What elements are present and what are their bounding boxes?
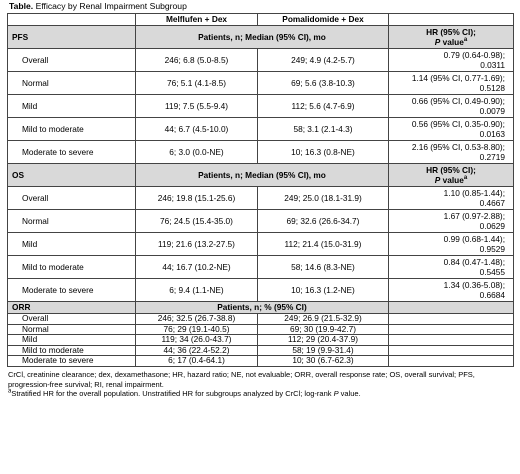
os-hr-cell xyxy=(389,187,514,210)
os-p-value: 0.0629 xyxy=(479,221,505,231)
os-hr-cell xyxy=(389,279,514,302)
orr-row-label: Mild to moderate xyxy=(8,345,136,356)
os-hr-cell xyxy=(389,210,514,233)
os-hr-estimate: 1.10 (0.85-1.44); xyxy=(443,188,505,198)
orr-melflufen-cell: 76; 29 (19.1-40.5) xyxy=(136,324,258,335)
os-pomalidomide-cell: 112; 21.4 (15.0-31.9) xyxy=(258,233,389,256)
footnote-a-p: P xyxy=(333,389,339,399)
os-p-value: 0.5455 xyxy=(479,267,505,277)
os-row xyxy=(8,279,514,302)
pfs-hr-p: P xyxy=(434,37,441,47)
pfs-row xyxy=(8,118,514,141)
os-subheader: Patients, n; Median (95% CI), mo xyxy=(136,164,389,187)
footnote-a-text: Stratified HR for the overall population. Unstratified HR for subgroups analyzed by CrCl; log-rank xyxy=(11,389,334,399)
orr-melflufen-cell: 119; 34 (26.0-43.7) xyxy=(136,335,258,346)
footnote-a xyxy=(8,389,513,399)
pfs-pomalidomide-cell: 112; 5.6 (4.7-6.9) xyxy=(258,95,389,118)
pfs-row-label: Moderate to severe xyxy=(8,141,136,164)
os-melflufen-cell: 246; 19.8 (15.1-25.6) xyxy=(136,187,258,210)
pfs-melflufen-cell: 6; 3.0 (0.0-NE) xyxy=(136,141,258,164)
os-row xyxy=(8,256,514,279)
os-hr-sup: a xyxy=(463,175,468,182)
orr-row xyxy=(8,356,514,367)
pfs-hr-header xyxy=(389,26,514,49)
orr-hr-cell xyxy=(389,324,514,335)
pfs-melflufen-cell: 44; 6.7 (4.5-10.0) xyxy=(136,118,258,141)
orr-hr-cell xyxy=(389,356,514,367)
orr-label: ORR xyxy=(8,302,136,314)
pfs-hr-estimate: 2.16 (95% CI, 0.53-8.80); xyxy=(411,142,505,152)
orr-melflufen-cell: 44; 36 (22.4-52.2) xyxy=(136,345,258,356)
pfs-hr-estimate: 0.56 (95% CI, 0.35-0.90); xyxy=(411,119,505,129)
orr-row xyxy=(8,314,514,325)
os-hr-estimate: 1.67 (0.97-2.88); xyxy=(443,211,505,221)
pfs-p-value: 0.0311 xyxy=(480,60,505,70)
pfs-row-label: Mild xyxy=(8,95,136,118)
pfs-hr-cell xyxy=(389,49,514,72)
pfs-pomalidomide-cell: 10; 16.3 (0.8-NE) xyxy=(258,141,389,164)
pfs-melflufen-cell: 246; 6.8 (5.0-8.5) xyxy=(136,49,258,72)
orr-row-label: Moderate to severe xyxy=(8,356,136,367)
pfs-row-label: Mild to moderate xyxy=(8,118,136,141)
caption-text: Efficacy by Renal Impairment Subgroup xyxy=(33,1,187,11)
pfs-hr-cell xyxy=(389,95,514,118)
pfs-row-label: Overall xyxy=(8,49,136,72)
footnotes xyxy=(7,370,513,399)
os-section-header xyxy=(8,164,514,187)
orr-melflufen-cell: 246; 32.5 (26.7-38.8) xyxy=(136,314,258,325)
column-header-blank xyxy=(8,14,136,26)
pfs-hr-cell xyxy=(389,141,514,164)
os-melflufen-cell: 119; 21.6 (13.2-27.5) xyxy=(136,233,258,256)
orr-subheader: Patients, n; % (95% CI) xyxy=(136,302,389,314)
orr-pomalidomide-cell: 69; 30 (19.9-42.7) xyxy=(258,324,389,335)
orr-melflufen-cell: 6; 17 (0.4-64.1) xyxy=(136,356,258,367)
column-header-row xyxy=(8,14,514,26)
os-p-value: 0.4667 xyxy=(479,198,505,208)
orr-hr-cell xyxy=(389,335,514,346)
os-hr-value: value xyxy=(440,175,464,185)
os-hr-estimate: 0.84 (0.47-1.48); xyxy=(443,257,505,267)
pfs-hr-estimate: 1.14 (95% CI, 0.77-1.69); xyxy=(411,73,505,83)
orr-row xyxy=(8,335,514,346)
os-pomalidomide-cell: 58; 14.6 (8.3-NE) xyxy=(258,256,389,279)
os-pomalidomide-cell: 249; 25.0 (18.1-31.9) xyxy=(258,187,389,210)
orr-row xyxy=(8,345,514,356)
footnote-a-end: value. xyxy=(338,389,361,399)
os-hr-header xyxy=(389,164,514,187)
os-hr-title: HR (95% CI); xyxy=(426,165,476,175)
pfs-pomalidomide-cell: 58; 3.1 (2.1-4.3) xyxy=(258,118,389,141)
pfs-subheader: Patients, n; Median (95% CI), mo xyxy=(136,26,389,49)
pfs-pomalidomide-cell: 69; 5.6 (3.8-10.3) xyxy=(258,72,389,95)
os-row-label: Moderate to severe xyxy=(8,279,136,302)
pfs-melflufen-cell: 119; 7.5 (5.5-9.4) xyxy=(136,95,258,118)
os-hr-estimate: 0.99 (0.68-1.44); xyxy=(443,234,505,244)
os-hr-p: P xyxy=(434,175,441,185)
os-hr-cell xyxy=(389,256,514,279)
pfs-p-value: 0.2719 xyxy=(479,152,505,162)
pfs-label: PFS xyxy=(8,26,136,49)
os-row xyxy=(8,187,514,210)
orr-pomalidomide-cell: 58; 19 (9.9-31.4) xyxy=(258,345,389,356)
os-p-value: 0.6684 xyxy=(479,290,505,300)
orr-row-label: Overall xyxy=(8,314,136,325)
os-hr-estimate: 1.34 (0.36-5.08); xyxy=(443,280,505,290)
column-header-hr xyxy=(389,14,514,26)
pfs-hr-estimate: 0.79 (0.64-0.98); xyxy=(443,50,505,60)
caption-label: Table. xyxy=(9,1,34,11)
os-row-label: Overall xyxy=(8,187,136,210)
pfs-section-header xyxy=(8,26,514,49)
orr-pomalidomide-cell: 249; 26.9 (21.5-32.9) xyxy=(258,314,389,325)
pfs-p-value: 0.0163 xyxy=(479,129,505,139)
pfs-hr-estimate: 0.66 (95% CI, 0.49-0.90); xyxy=(411,96,505,106)
pfs-row xyxy=(8,49,514,72)
os-row xyxy=(8,233,514,256)
os-melflufen-cell: 76; 24.5 (15.4-35.0) xyxy=(136,210,258,233)
footnote-abbreviations: CrCl, creatinine clearance; dex, dexamethasone; HR, hazard ratio; NE, not evaluable; ORR, overall response rate; OS, overall survival; PFS, progression-free survival; RI, renal impairment. xyxy=(8,369,475,389)
pfs-hr-cell xyxy=(389,118,514,141)
orr-section-header xyxy=(8,302,514,314)
pfs-p-value: 0.0079 xyxy=(479,106,505,116)
orr-pomalidomide-cell: 10; 30 (6.7-62.3) xyxy=(258,356,389,367)
os-hr-cell xyxy=(389,233,514,256)
pfs-row xyxy=(8,141,514,164)
orr-hr-cell xyxy=(389,314,514,325)
os-pomalidomide-cell: 10; 16.3 (1.2-NE) xyxy=(258,279,389,302)
os-row-label: Normal xyxy=(8,210,136,233)
orr-row-label: Normal xyxy=(8,324,136,335)
pfs-row-label: Normal xyxy=(8,72,136,95)
pfs-hr-title: HR (95% CI); xyxy=(426,27,476,37)
os-row xyxy=(8,210,514,233)
pfs-pomalidomide-cell: 249; 4.9 (4.2-5.7) xyxy=(258,49,389,72)
footnote-a-sup: a xyxy=(8,388,12,395)
os-p-value: 0.9529 xyxy=(479,244,505,254)
os-row-label: Mild xyxy=(8,233,136,256)
orr-hr-header xyxy=(389,302,514,314)
os-melflufen-cell: 6; 9.4 (1.1-NE) xyxy=(136,279,258,302)
column-header-pomalidomide: Pomalidomide + Dex xyxy=(258,14,389,26)
pfs-melflufen-cell: 76; 5.1 (4.1-8.5) xyxy=(136,72,258,95)
orr-pomalidomide-cell: 112; 29 (20.4-37.9) xyxy=(258,335,389,346)
pfs-hr-sup: a xyxy=(463,37,468,44)
table-caption xyxy=(7,0,513,13)
orr-hr-cell xyxy=(389,345,514,356)
os-row-label: Mild to moderate xyxy=(8,256,136,279)
pfs-hr-value: value xyxy=(440,37,464,47)
efficacy-table xyxy=(7,13,514,367)
pfs-row xyxy=(8,95,514,118)
orr-row xyxy=(8,324,514,335)
os-melflufen-cell: 44; 16.7 (10.2-NE) xyxy=(136,256,258,279)
pfs-p-value: 0.5128 xyxy=(479,83,505,93)
pfs-row xyxy=(8,72,514,95)
orr-row-label: Mild xyxy=(8,335,136,346)
table-container xyxy=(7,0,513,399)
os-pomalidomide-cell: 69; 32.6 (26.6-34.7) xyxy=(258,210,389,233)
pfs-hr-cell xyxy=(389,72,514,95)
column-header-melflufen: Melflufen + Dex xyxy=(136,14,258,26)
os-label: OS xyxy=(8,164,136,187)
